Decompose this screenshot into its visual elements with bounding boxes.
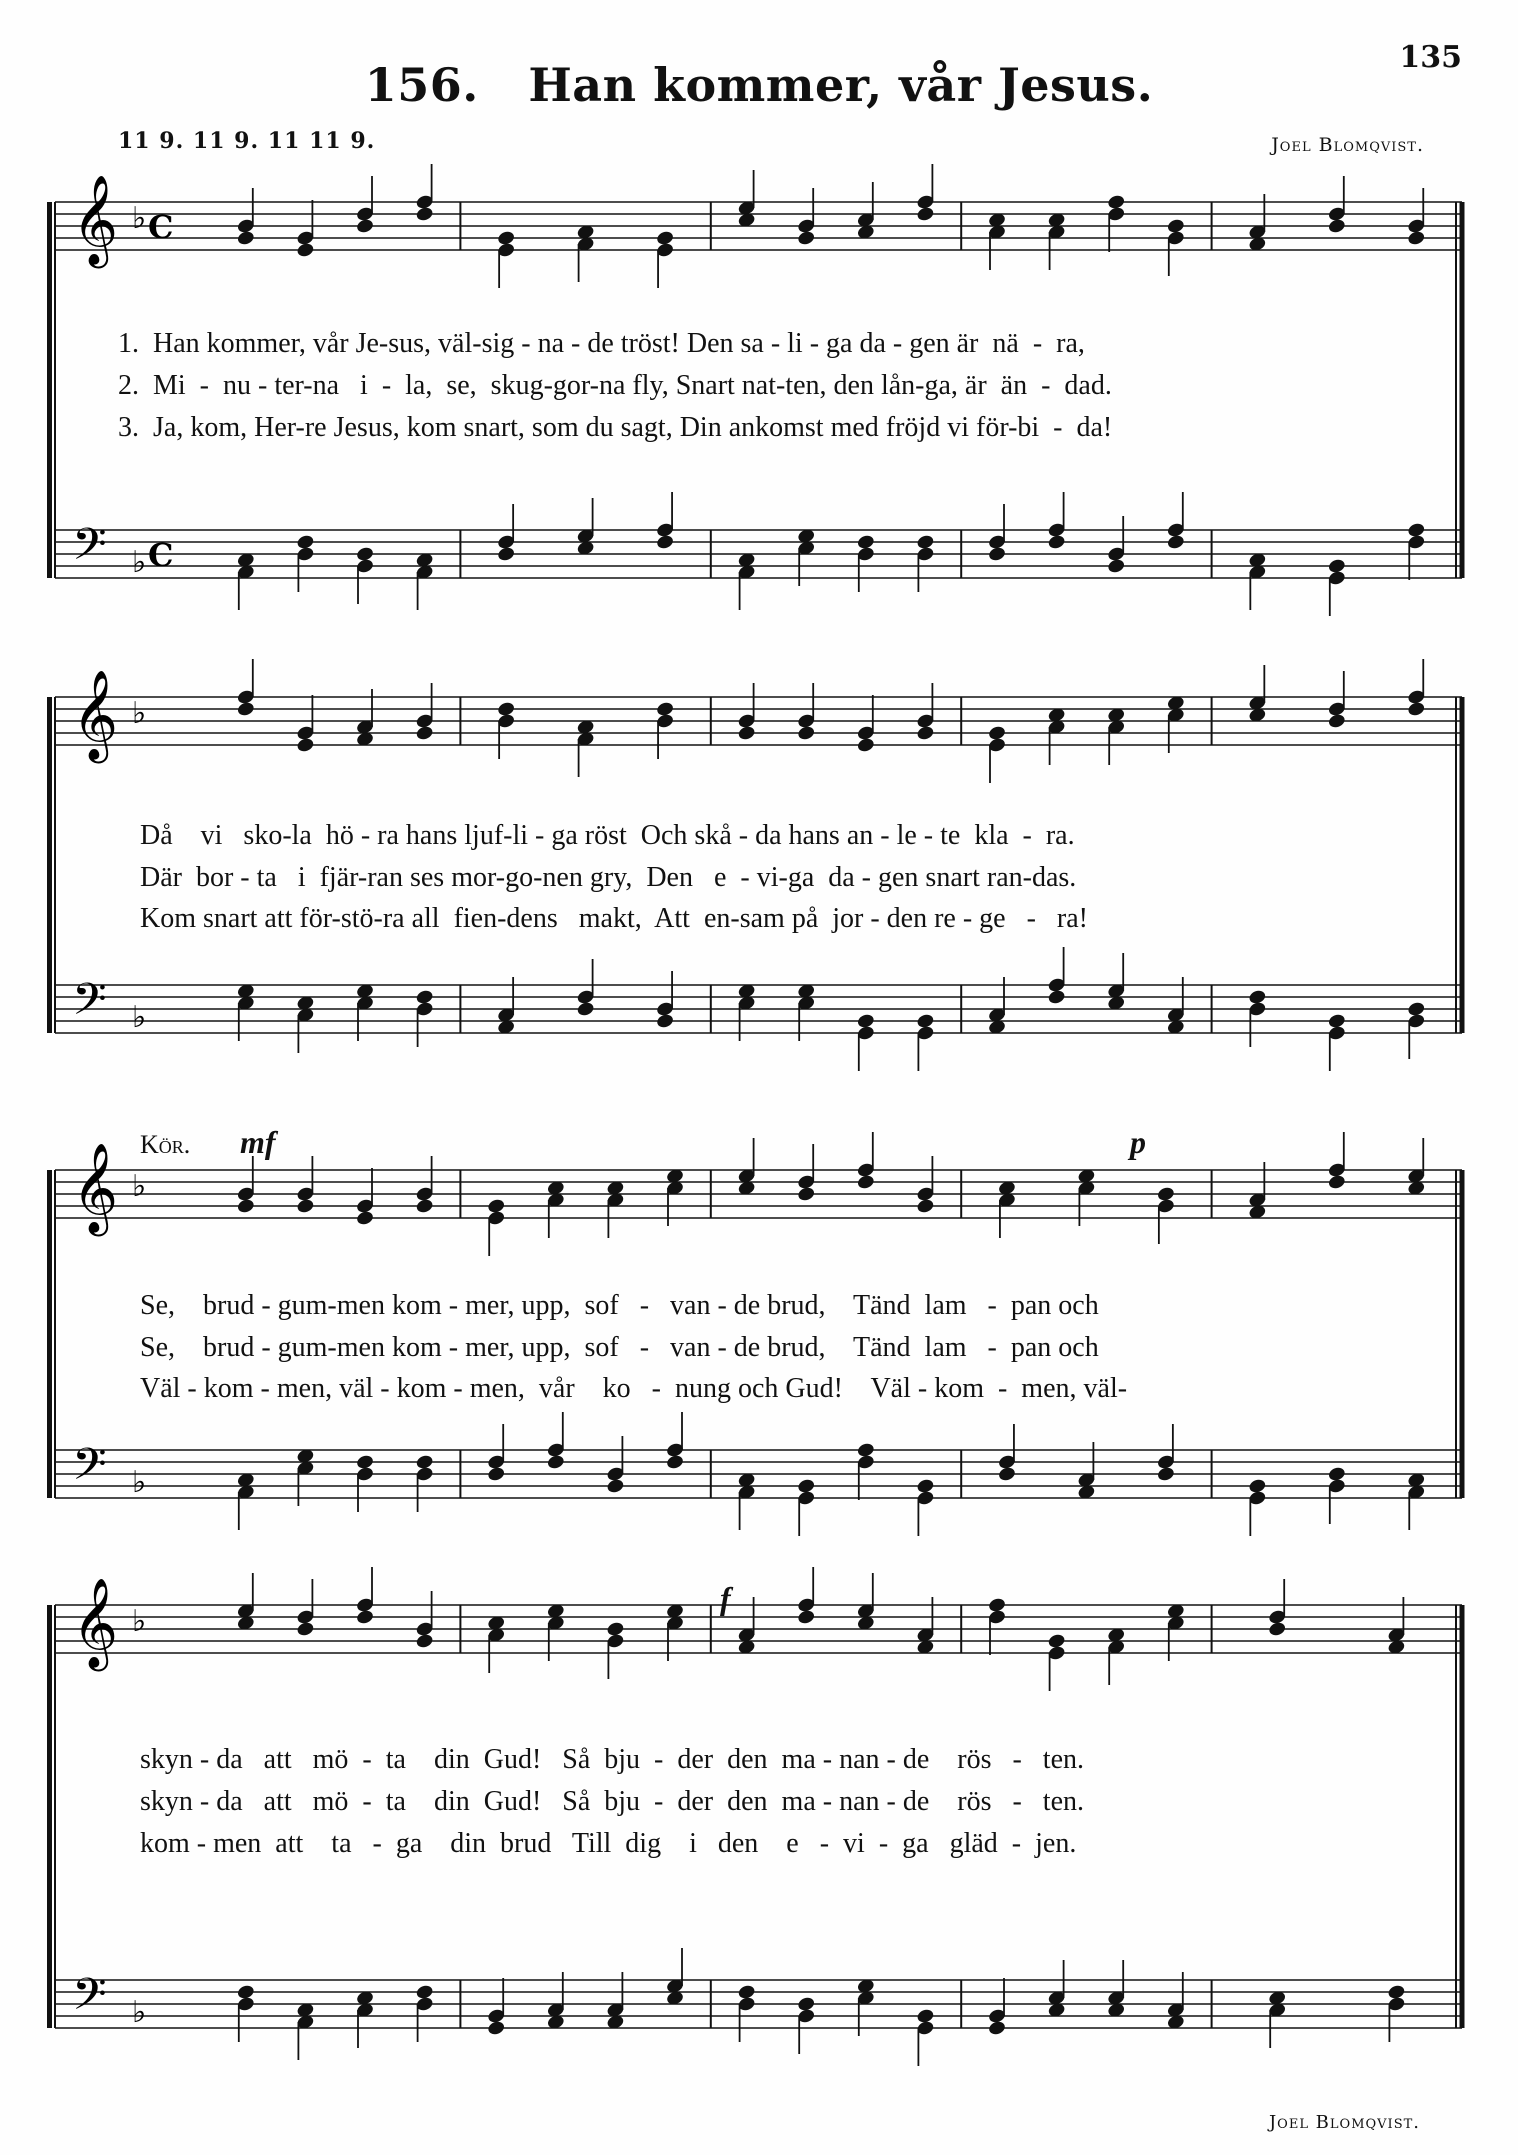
lyric-line: Där bor - ta i fjär-ran ses mor-go-nen gry, Den e - vi-ga da - gen snart ran-das. bbox=[140, 862, 1077, 893]
treble-clef-icon: 𝄞 bbox=[72, 1143, 119, 1233]
notehead bbox=[797, 725, 816, 742]
notehead bbox=[987, 546, 1006, 563]
notehead bbox=[296, 1621, 315, 1638]
notehead bbox=[665, 1454, 684, 1471]
notehead bbox=[1156, 1466, 1175, 1483]
bass-clef-icon: 𝄢 bbox=[72, 973, 107, 1036]
notehead bbox=[576, 1001, 595, 1018]
flat-icon: ♭ bbox=[132, 545, 147, 580]
hymn-title-text: Han kommer, vår Jesus. bbox=[528, 58, 1154, 112]
dynamic-p: p bbox=[1130, 1124, 1146, 1160]
treble-clef-icon: 𝄞 bbox=[72, 1578, 119, 1668]
flat-icon: ♭ bbox=[132, 1169, 147, 1204]
lyric-line: 1. Han kommer, vår Je-sus, väl-sig - na - de tröst! Den sa - li - ga da - gen är nä - ra, bbox=[118, 328, 1085, 359]
hymn-title bbox=[0, 58, 1518, 112]
notehead bbox=[1407, 701, 1426, 718]
notehead bbox=[856, 1174, 875, 1191]
notehead bbox=[296, 1198, 315, 1215]
notehead bbox=[1166, 534, 1185, 551]
lyric-line: 2. Mi - nu - ter-na i - la, se, skug-gor-na fly, Snart nat-ten, den lån-ga, är än - dad. bbox=[118, 370, 1112, 401]
lyric-line: Se, brud - gum-men kom - mer, upp, sof - van - de brud, Tänd lam - pan och bbox=[140, 1290, 1099, 1321]
bass-clef-icon: 𝄢 bbox=[72, 518, 107, 581]
flat-icon: ♭ bbox=[132, 696, 147, 731]
dynamic-f: f bbox=[720, 1580, 731, 1616]
notehead bbox=[737, 725, 756, 742]
system-bracket bbox=[47, 202, 52, 578]
system-bracket bbox=[47, 1170, 52, 1498]
composer-footer: Joel Blomqvist. bbox=[1268, 2112, 1420, 2133]
notehead bbox=[296, 242, 315, 259]
lyric-line: Kom snart att för-stö-ra all fien-dens makt, Att en-sam på jor - den re - ge - ra! bbox=[140, 903, 1089, 934]
notehead bbox=[497, 546, 516, 563]
notehead bbox=[797, 1609, 816, 1626]
notehead bbox=[1107, 558, 1126, 575]
lyric-line: Väl - kom - men, väl - kom - men, vår ko - nung och Gud! Väl - kom - men, väl- bbox=[140, 1373, 1128, 1404]
meter-marking: 11 9. 11 9. 11 11 9. bbox=[118, 128, 376, 154]
flat-icon: ♭ bbox=[132, 1995, 147, 2030]
notehead bbox=[1268, 1621, 1287, 1638]
notehead bbox=[1327, 713, 1346, 730]
notehead bbox=[797, 230, 816, 247]
notehead bbox=[355, 1210, 374, 1227]
bass-clef-icon: 𝄢 bbox=[72, 1438, 107, 1501]
treble-clef-icon: 𝄞 bbox=[72, 670, 119, 760]
notehead bbox=[655, 1013, 674, 1030]
notehead bbox=[1407, 230, 1426, 247]
flat-icon: ♭ bbox=[132, 201, 147, 236]
flat-icon: ♭ bbox=[132, 1465, 147, 1500]
notehead bbox=[606, 1478, 625, 1495]
lyric-line: Då vi sko-la hö - ra hans ljuf-li - ga röst Och skå - da hans an - le - te kla - ra. bbox=[140, 820, 1075, 851]
lyric-line: 3. Ja, kom, Her-re Jesus, kom snart, som du sagt, Din ankomst med fröjd vi för-bi - da! bbox=[118, 412, 1113, 443]
notehead bbox=[546, 1454, 565, 1471]
notehead bbox=[415, 1633, 434, 1650]
notehead bbox=[355, 1609, 374, 1626]
chorus-label: Kör. bbox=[140, 1130, 191, 1159]
notehead bbox=[1327, 1174, 1346, 1191]
lyric-line: Se, brud - gum-men kom - mer, upp, sof - van - de brud, Tänd lam - pan och bbox=[140, 1332, 1099, 1363]
notehead bbox=[487, 2020, 506, 2037]
music-system-1 bbox=[0, 170, 1518, 650]
notehead bbox=[415, 206, 434, 223]
common-time-icon: C bbox=[148, 208, 174, 246]
bass-clef-icon: 𝄢 bbox=[72, 1968, 107, 2031]
notehead bbox=[415, 725, 434, 742]
dynamic-mf: mf bbox=[240, 1124, 276, 1160]
composer-credit: Joel Blomqvist. bbox=[1271, 134, 1424, 156]
lyric-line: skyn - da att mö - ta din Gud! Så bju - der den ma - nan - de rös - ten. bbox=[140, 1744, 1085, 1775]
notehead bbox=[797, 1186, 816, 1203]
hymn-number: 156. bbox=[364, 58, 479, 112]
notehead bbox=[916, 1198, 935, 1215]
notehead bbox=[296, 737, 315, 754]
notehead bbox=[236, 1198, 255, 1215]
notehead bbox=[987, 2020, 1006, 2037]
notehead bbox=[1047, 534, 1066, 551]
notehead bbox=[856, 737, 875, 754]
notehead bbox=[487, 1466, 506, 1483]
system-bracket bbox=[47, 1605, 52, 2028]
notehead bbox=[916, 725, 935, 742]
lyric-line: skyn - da att mö - ta din Gud! Så bju - der den ma - nan - de rös - ten. bbox=[140, 1786, 1085, 1817]
page-number: 135 bbox=[1399, 40, 1462, 75]
treble-clef-icon: 𝄞 bbox=[72, 175, 119, 265]
flat-icon: ♭ bbox=[132, 1604, 147, 1639]
notehead bbox=[236, 701, 255, 718]
system-bracket bbox=[47, 697, 52, 1033]
notehead bbox=[916, 206, 935, 223]
lyric-line: kom - men att ta - ga din brud Till dig i den e - vi - ga gläd - jen. bbox=[140, 1828, 1077, 1859]
notehead bbox=[236, 230, 255, 247]
notehead bbox=[655, 534, 674, 551]
notehead bbox=[415, 1198, 434, 1215]
common-time-icon: C bbox=[148, 536, 174, 574]
flat-icon: ♭ bbox=[132, 1000, 147, 1035]
notehead bbox=[997, 1466, 1016, 1483]
notehead bbox=[1047, 989, 1066, 1006]
notehead bbox=[1327, 218, 1346, 235]
notehead bbox=[355, 218, 374, 235]
